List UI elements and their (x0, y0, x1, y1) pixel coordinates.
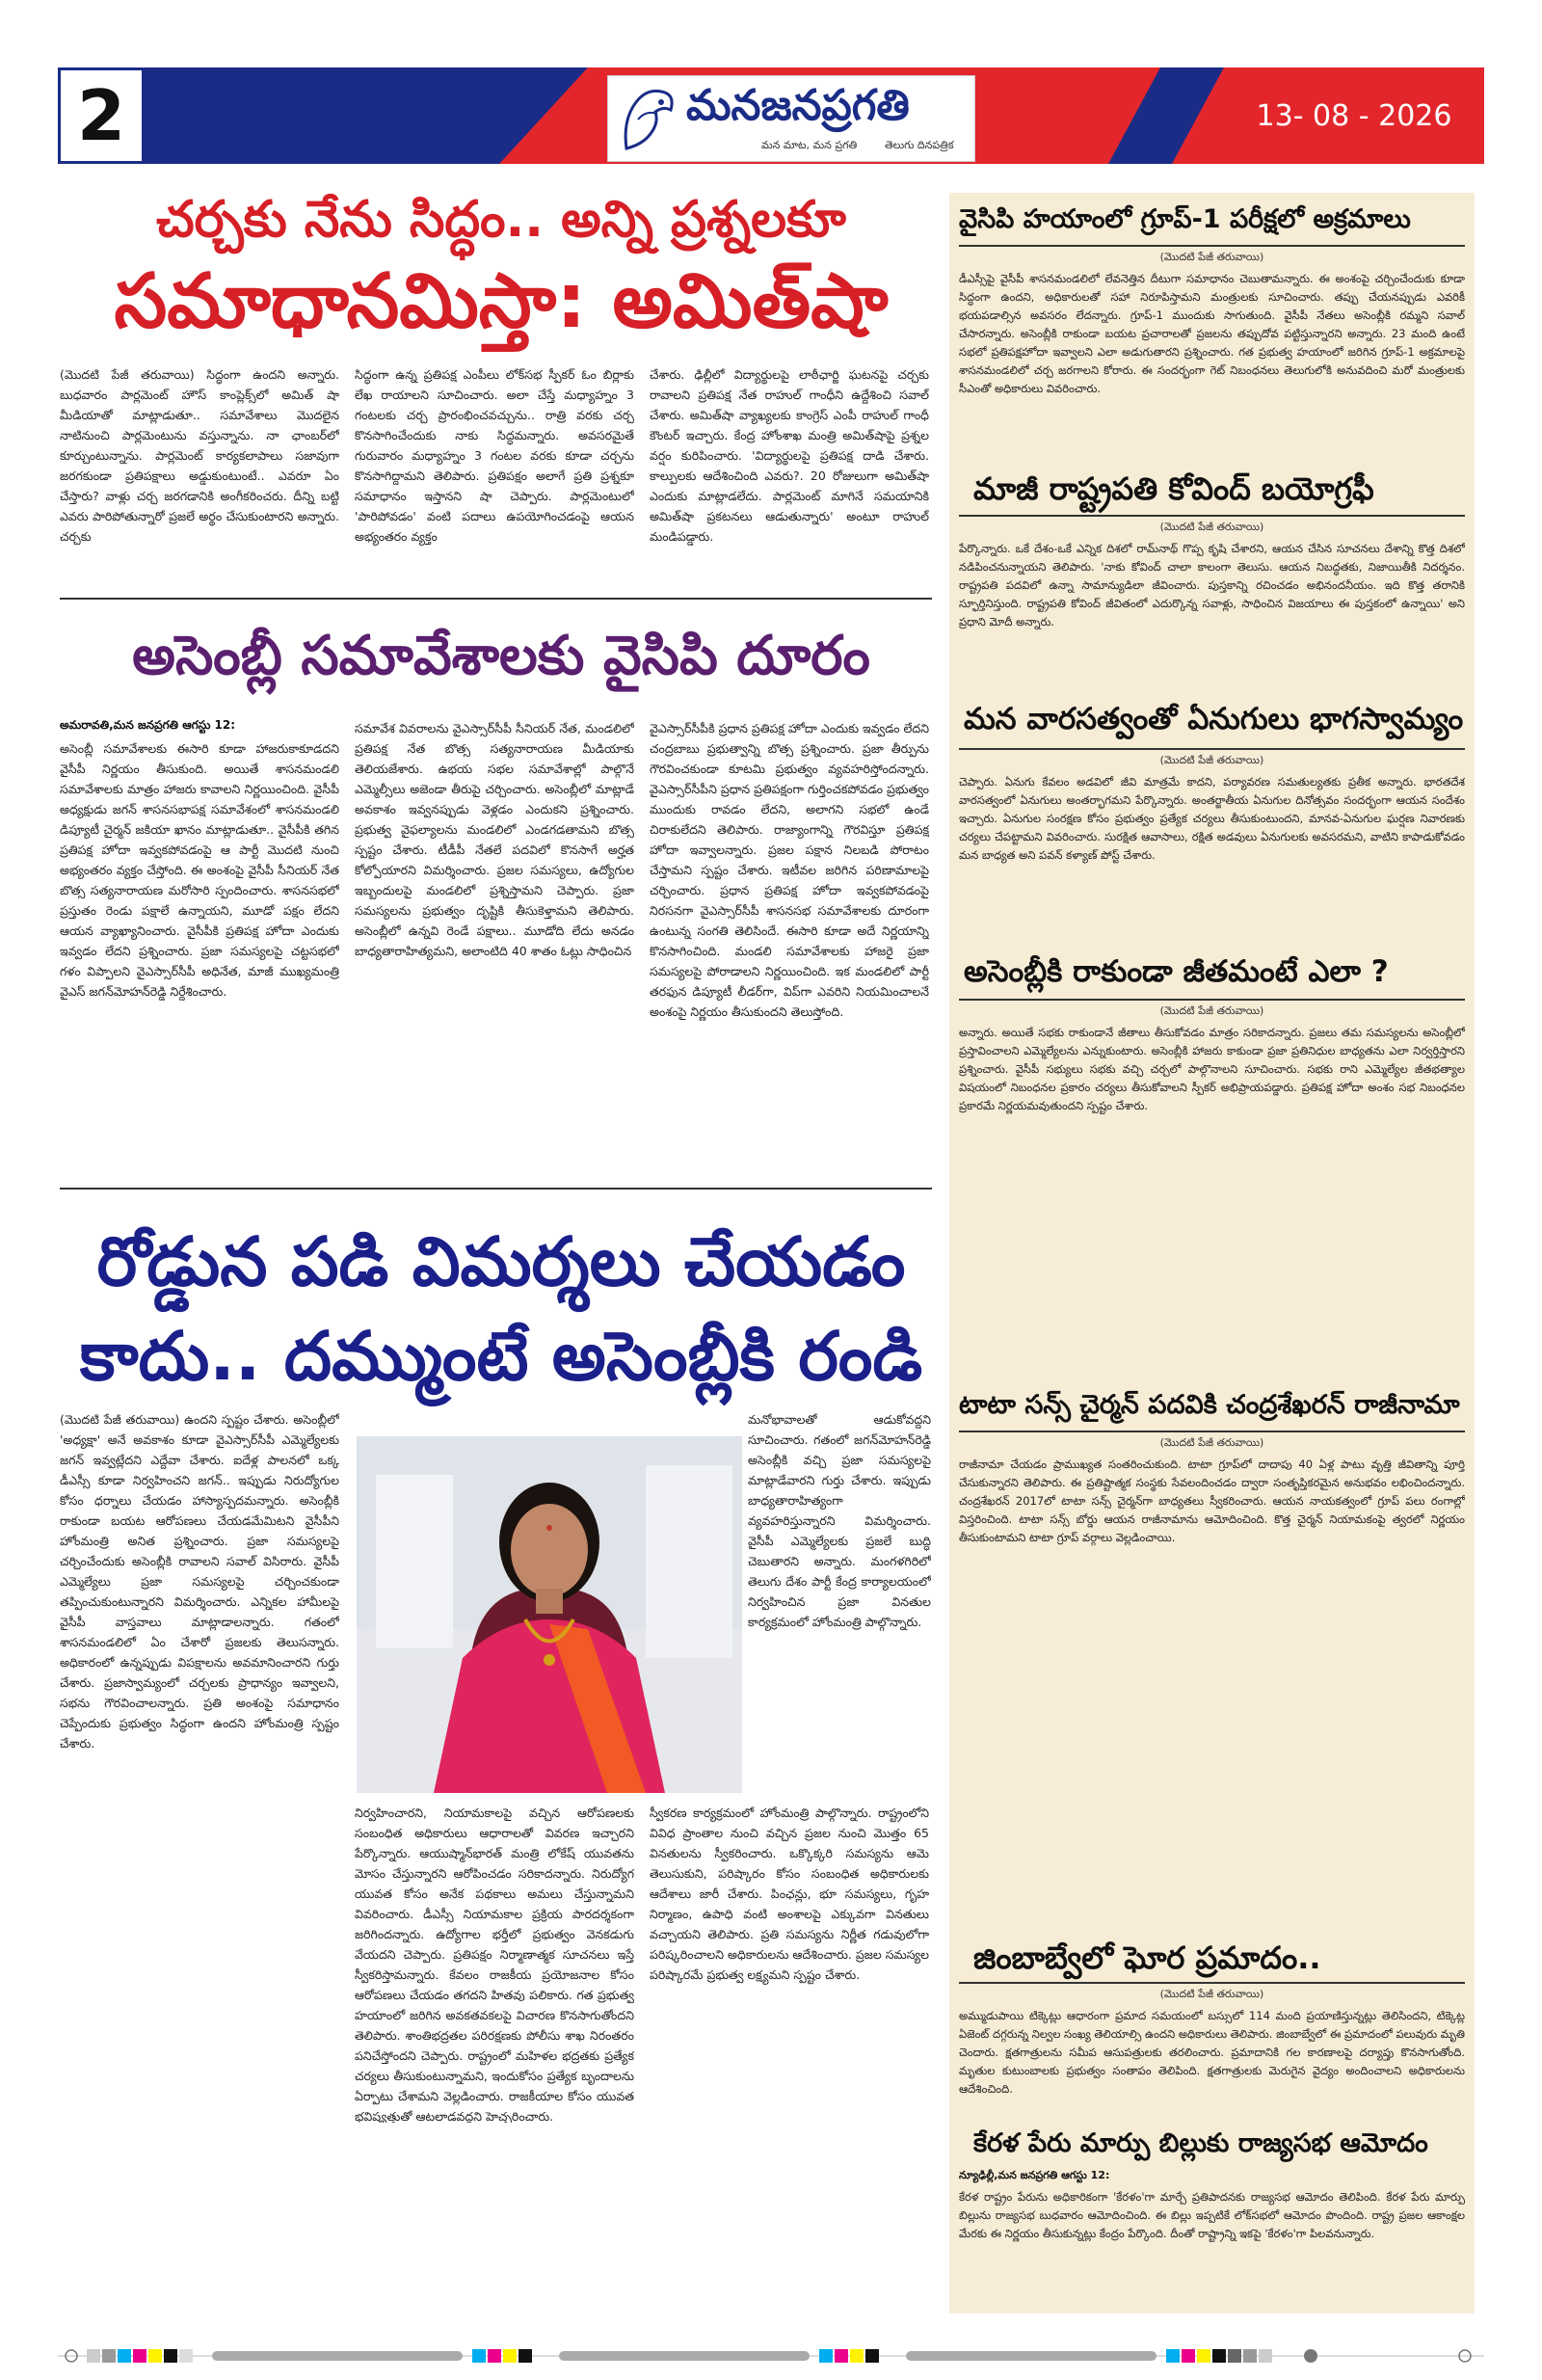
story2-column-1: అసెంబ్లీ సమావేశాలకు ఈసారి కూడా హాజరుకాకూడదని వైసీపీ నిర్ణయం తీసుకుంది. అయితే శాసనమండలి సమావేశాలకు మాత్రం హాజరు కావాలని నిర్ణయించింది. వైసీపీ అధ్యక్షుడు జగన్ శాసనసభాపక్ష సమావేశంలో శాసనమండలి డిప్యూటీ చైర్మన్ జకియా ఖానం మాట్లాడుతూ.. వైసీపీకి తగిన ప్రతిపక్ష హోదా ఇవ్వకపోవడంపై ఆ పార్టీ మొదటి నుంచి అభ్యంతరం వ్యక్తం చేస్తోంది. ఈ అంశంపై వైసీపీ సీనియర్ నేత బొత్స సత్యనారాయణ మరోసారి స్పందించారు. శాసనసభలో ప్రస్తుతం రెండు పక్షాలే ఉన్నాయని, మూడో పక్షం లేదని ఆయన వ్యాఖ్యానించారు. వైసీపీకి ప్రతిపక్ష హోదా ఎందుకు ఇవ్వడం లేదని ప్రశ్నించారు. ప్రజా సమస్యలపై చట్టసభలో గళం విప్పాలని వైఎస్సార్‌సీపీ అధినేత, మాజీ ముఖ్యమంత్రి వైఎస్ జగన్‌మోహన్‌రెడ్డి నిర్దేశించారు. (60, 741, 339, 999)
divider (959, 748, 1465, 750)
page-number: 2 (58, 67, 145, 164)
paper-tagline-right: తెలుగు దినపత్రిక (885, 139, 954, 151)
story3-column-3b: స్వీకరణ కార్యక్రమంలో హోంమంత్రి పాల్గొన్నారు. రాష్ట్రంలోని వివిధ ప్రాంతాల నుంచి వచ్చిన ప్రజల నుంచి మొత్తం 65 వినతులను స్వీకరించారు. ఒక్కొక్కరి సమస్యను ఆమె తెలుసుకుని, పరిష్కారం కోసం సంబంధిత అధికారులకు ఆదేశాలు జారీ చేశారు. పింఛన్లు, భూ సమస్యలు, గృహ నిర్మాణం, ఉపాధి వంటి అంశాలపై ఎక్కువగా వినతులు వచ్చాయని తెలిపారు. ప్రతి సమస్యను నిర్ణీత గడువులోగా పరిష్కరించాలని అధికారులను ఆదేశించారు. ప్రజల సమస్యల పరిష్కారమే ప్రభుత్వ లక్ష్యమని స్పష్టం చేశారు. (650, 1805, 929, 1982)
sidebar-story3-byline: (మొదటి పేజీ తరువాయి) (1159, 754, 1264, 766)
divider (959, 245, 1465, 247)
story3-column-1: (మొదటి పేజీ తరువాయి) ఉందని స్పష్టం చేశారు. అసెంబ్లీలో 'అధ్యక్షా' అనే అవకాశం కూడా వైఎస్సార్‌సీపీ ఎమ్మెల్యేలకు జగన్ ఇవ్వట్లేదని ఎద్దేవా చేశారు. ఐదేళ్ల పాలనలో ఒక్క డీఎస్సీ కూడా నిర్వహించని జగన్.. ఇప్పుడు నిరుద్యోగుల కోసం ధర్నాలు చేయడం హాస్యాస్పదమన్నారు. అసెంబ్లీకి రాకుండా బయట ఆరోపణలు చేయడమేమిటని వైసీపీని హోంమంత్రి అనిత ప్రశ్నించారు. ప్రజా సమస్యలపై చర్చించేందుకు అసెంబ్లీకి రావాలని సవాల్ విసిరారు. వైసీపీ ఎమ్మెల్యేలు ప్రజా సమస్యలపై చర్చించకుండా తప్పించుకుంటున్నారని విమర్శించారు. ఎన్నికల హామీలపై వైసీపీ వాస్తవాలు మాట్లాడాలన్నారు. గతంలో శాసనమండలిలో ఏం చేశారో ప్రజలకు తెలుసన్నారు. అధికారంలో ఉన్నప్పుడు విపక్షాలను అవమానించారని గుర్తు చేశారు. ప్రజాస్వామ్యంలో చర్చలకు ప్రాధాన్యం ఇవ్వాలని, సభను గౌరవించాలన్నారు. ప్రతి అంశంపై సమాధానం చెప్పేందుకు ప్రభుత్వం సిద్ధంగా ఉందని హోంమంత్రి స్పష్టం చేశారు. (60, 1412, 339, 1751)
sidebar-story6-body: అమ్ముడుపాయి టిక్కెట్లు ఆధారంగా ప్రమాద సమయంలో బస్సులో 114 మంది ప్రయాణిస్తున్నట్లు తెలిసిందని, టిక్కెట్ల ఏజెంట్ దగ్గరున్న నిల్వల సంఖ్య తెలియాల్సి ఉందని అధికారులు తెలిపారు. జింబాబ్వేలో ఈ ప్రమాదంలో పలువురు మృతి చెందారు. క్షతగాత్రులను సమీప ఆసుపత్రులకు తరలించారు. ప్రమాదానికి గల కారణాలపై దర్యాప్తు కొనసాగుతోంది. మృతుల కుటుంబాలకు ప్రభుత్వం సంతాపం తెలిపింది. క్షతగాత్రులకు మెరుగైన వైద్యం అందించాలని అధికారులను ఆదేశించింది. (959, 2009, 1465, 2096)
paper-tagline: మన మాట, మన ప్రగతి (761, 139, 858, 151)
story1-column-3: చేశారు. ఢిల్లీలో విద్యార్థులపై లాఠీఛార్జి ఘటనపై చర్చకు రావాలని ప్రతిపక్ష నేత రాహుల్ గాంధీని ఉద్దేశించి సవాల్ చేశారు. అమిత్‌షా వ్యాఖ్యలకు కాంగ్రెస్ ఎంపీ రాహుల్ గాంధీ కౌంటర్ ఇచ్చారు. కేంద్ర హోంశాఖ మంత్రి అమిత్‌షాపై ప్రశ్నల వర్షం కురిపించారు. 'విద్యార్థులపై ప్రతిపక్ష దాడి చేశారు. కాల్పులకు ఆదేశించింది ఎవరు?. 20 రోజులుగా అమిత్‌షా ఎందుకు మాట్లాడలేదు. పార్లమెంట్ మాగినే సమయానికి అమిత్‌షా ప్రకటనలు ఆడుతున్నారు' అంటూ రాహుల్ మండిపడ్డారు. (650, 367, 929, 544)
sidebar-story4-byline: (మొదటి పేజీ తరువాయి) (1159, 1004, 1264, 1017)
color-registration-bar (58, 2347, 1484, 2365)
divider (959, 1431, 1465, 1432)
story1-column-1: (మొదటి పేజీ తరువాయి) సిద్ధంగా ఉందని అన్నారు. బుధవారం పార్లమెంట్ హౌస్ కాంప్లెక్స్‌లో అమిత్ షా మీడియాతో మాట్లాడుతూ.. సమావేశాలు మొదలైన నాటినుంచి పార్లమెంటును వస్తున్నాను. నా ఛాంబర్‌లో కూర్చుంటున్నాను. పార్లమెంట్ కార్యకలాపాలు సజావుగా జరగకుండా ప్రతిపక్షాలు అడ్డుకుంటుంటే.. ఎవరూ ఏం చేస్తారు? వాళ్లు చర్చ జరగడానికి అంగీకరించరు. దీన్ని బట్టి ఎవరు పారిపోతున్నారో ప్రజలే అర్థం చేసుకుంటారని అన్నారు. చర్చకు (60, 367, 339, 544)
story1-column-2: సిద్ధంగా ఉన్న ప్రతిపక్ష ఎంపీలు లోక్‌సభ స్పీకర్ ఓం బిర్లాకు లేఖ రాయాలని సూచించారు. అలా చేస్తే మధ్యాహ్నం 3 గంటలకు చర్చ ప్రారంభించవచ్చును.. రాత్రి వరకు చర్చ కొనసాగించేందుకు నాకు సిద్ధమన్నారు. అవసరమైతే గురువారం మధ్యాహ్నం 3 గంటల వరకు కూడా చర్చను కొనసాగిద్దామని తెలిపారు. ప్రతిపక్షం అలాగే ప్రతి ప్రశ్నకూ సమాధానం ఇస్తానని షా చెప్పారు. పార్లమెంటులో 'పారిపోవడం' వంటి పదాలు ఉపయోగించడంపై ఆయన అభ్యంతరం వ్యక్తం (355, 367, 634, 544)
sidebar-story2-body: పేర్కొన్నారు. ఒకే దేశం-ఒకే ఎన్నిక దిశలో రామ్‌నాథ్ గొప్ప కృషి చేశారని, ఆయన చేసిన సూచనలు దేశాన్ని కొత్త దిశలో నడిపించనున్నాయని తెలిపారు. 'నాకు కోవింద్ చాలా కాలంగా తెలుసు. ఆయన నిబద్ధతకు, నిజాయితీకి నిదర్శనం. రాష్ట్రపతి పదవిలో ఉన్నా సామాన్యుడిలా జీవించారు. పుస్తకాన్ని రచించడం అభినందనీయం. ఇది కొత్త తరానికి స్ఫూర్తినిస్తుంది. రాష్ట్రపతి కోవింద్ జీవితంలో ఎదుర్కొన్న సవాళ్లు, సాధించిన విజయాలు ఈ పుస్తకంలో ఉన్నాయి' అని ప్రధాని మోదీ అన్నారు. (959, 542, 1465, 628)
divider (959, 1982, 1465, 1984)
divider (60, 598, 932, 600)
story1-headline-line1: చర్చకు నేను సిద్ధం.. అన్ని ప్రశ్నలకూ (156, 191, 846, 249)
sidebar-story6-headline: జింబాబ్వేలో ఘోర ప్రమాదం.. (973, 1939, 1321, 1976)
story3-headline-line1: రోడ్డున పడి విమర్శలు చేయడం (96, 1222, 906, 1301)
sidebar-story1-headline: వైసిపి హయాంలో గ్రూప్-1 పరీక్షలో అక్రమాలు (959, 204, 1411, 234)
sidebar-story4-body: అన్నారు. అయితే సభకు రాకుండానే జీతాలు తీసుకోవడం మాత్రం సరికాదన్నారు. ప్రజలు తమ సమస్యలను అసెంబ్లీలో ప్రస్తావించాలని ఎమ్మెల్యేలను ఎన్నుకుంటారు. అసెంబ్లీకి హాజరు కాకుండా ప్రజా ప్రతినిధుల బాధ్యతను ఎలా నిర్వర్తిస్తారని ప్రశ్నించారు. వైసీపీ సభ్యులు సభకు వచ్చి చర్చలో పాల్గొనాలని సూచించారు. సభకు రాని ఎమ్మెల్యేల జీతభత్యాల విషయంలో నిబంధనల ప్రకారం చర్యలు తీసుకోవాలని స్పీకర్ అభిప్రాయపడ్డారు. ప్రతిపక్ష హోదా అంశం సభ నిబంధనల ప్రకారమే నిర్ణయమవుతుందని స్పష్టం చేశారు. (959, 1026, 1465, 1112)
sidebar-story5-body: రాజీనామా చేయడం ప్రాముఖ్యత సంతరించుకుంది. టాటా గ్రూప్‌లో దాదాపు 40 ఏళ్ల పాటు వృత్తి జీవితాన్ని పూర్తి చేసుకున్నారని తెలిపారు. ఈ ప్రతిష్టాత్మక సంస్థకు సేవలందించడం ద్వారా సంతృప్తికరమైన అనుభవం లభించిందన్నారు. చంద్రశేఖరన్ 2017లో టాటా సన్స్ చైర్మన్‌గా బాధ్యతలు స్వీకరించారు. ఆయన నాయకత్వంలో గ్రూప్ పలు రంగాల్లో విస్తరించింది. టాటా సన్స్ బోర్డు ఆయన రాజీనామాను ఆమోదించింది. కొత్త చైర్మన్ నియామకంపై త్వరలో నిర్ణయం తీసుకుంటామని టాటా గ్రూప్ వర్గాలు వెల్లడించాయి. (959, 1457, 1465, 1544)
sidebar-story1-body: డీఎస్సీపై వైసీపీ శాసనమండలిలో లేవనెత్తిన దీటుగా సమాధానం చెబుతామన్నారు. ఈ అంశంపై చర్చించేందుకు కూడా సిద్ధంగా ఉందని, అధికారులతో సహా నిరూపిస్తామని మంత్రులకు సూచించారు. తప్పు చేయనప్పుడు ఎవరికీ భయపడాల్సిన అవసరం లేదన్నారు. గ్రూప్-1 ముందుకు సాగుతుంది. వైసీపీ నేతలు అసెంబ్లీకి రమ్మని సవాల్ చేసారన్నారు. అసెంబ్లీకి రాకుండా బయట ప్రచారాలతో ప్రజలను తప్పుదోవ పట్టిస్తున్నారని అన్నారు. 23 మంది ఉంటే సభలో ప్రతిపక్షహోదా ఇవ్వాలని ఎలా అడుగుతారని ప్రశ్నించారు. గత ప్రభుత్వ హయాంలో జరిగిన గ్రూప్-1 అక్రమాలపై శాసనమండలిలో చర్చ జరగాలని కోరారు. ఈ సందర్భంగా గెట్ నిబంధనలు తెలుగులోకి అనువదించి మరో మంత్రులకు సీఎంతో అధికారులు వివరించారు. (959, 272, 1465, 395)
story3-column-3a: మనోభావాలతో ఆడుకోవద్దని సూచించారు. గతంలో జగన్‌మోహన్‌రెడ్డి అసెంబ్లీకి వచ్చి ప్రజా సమస్యలపై మాట్లాడేవారని గుర్తు చేశారు. ఇప్పుడు బాధ్యతారాహిత్యంగా వ్యవహరిస్తున్నారని విమర్శించారు. వైసీపీ ఎమ్మెల్యేలకు ప్రజలే బుద్ధి చెబుతారని అన్నారు. మంగళగిరిలో తెలుగు దేశం పార్టీ కేంద్ర కార్యాలయంలో నిర్వహించిన ప్రజా వినతుల కార్యక్రమంలో హోంమంత్రి పాల్గొన్నారు. (748, 1412, 931, 1629)
divider (959, 999, 1465, 1001)
logo-emblem-icon (617, 81, 678, 154)
divider (60, 1188, 932, 1190)
sidebar-story7-dateline: న్యూఢిల్లీ,మన జనప్రగతి ఆగస్టు 12: (959, 2169, 1110, 2181)
sidebar-story7-body: కేరళ రాష్ట్రం పేరును అధికారికంగా 'కేరళం'గా మార్చే ప్రతిపాదనకు రాజ్యసభ ఆమోదం తెలిపింది. కేరళ పేరు మార్పు బిల్లును రాజ్యసభ బుధవారం ఆమోదించింది. ఈ బిల్లు ఇప్పటికే లోక్‌సభలో ఆమోదం పొందింది. రాష్ట్ర ప్రజల ఆకాంక్షల మేరకు ఈ నిర్ణయం తీసుకున్నట్లు కేంద్రం పేర్కొంది. దీంతో రాష్ట్రాన్ని ఇకపై 'కేరళం'గా పిలవనున్నారు. (959, 2190, 1465, 2240)
story2-dateline: అమరావతి,మన జనప్రగతి ఆగస్టు 12: (60, 718, 236, 732)
sidebar-story6-byline: (మొదటి పేజీ తరువాయి) (1159, 1988, 1264, 2000)
story1-headline-line2: సమాధానమిస్తా: అమిత్‌షా (114, 258, 889, 345)
story3-column-2: నిర్వహించారని, నియామకాలపై వచ్చిన ఆరోపణలకు సంబంధిత అధికారులు ఆధారాలతో వివరణ ఇచ్చారని పేర్కొన్నారు. ఆయుష్మాన్‌భారత్‌ మంత్రి లోకేష్ యువతను మోసం చేస్తున్నారని ఆరోపించడం సరికాదన్నారు. నిరుద్యోగ యువత కోసం అనేక పథకాలు అమలు చేస్తున్నామని వివరించారు. డీఎస్సీ నియామకాల ప్రక్రియ పారదర్శకంగా జరిగిందన్నారు. ఉద్యోగాల భర్తీలో ప్రభుత్వం వెనకడుగు వేయదని చెప్పారు. ప్రతిపక్షం నిర్మాణాత్మక సూచనలు ఇస్తే స్వీకరిస్తామన్నారు. కేవలం రాజకీయ ప్రయోజనాల కోసం ఆరోపణలు చేయడం తగదని హితవు పలికారు. గత ప్రభుత్వ హయాంలో జరిగిన అవకతవకలపై విచారణ కొనసాగుతోందని తెలిపారు. శాంతిభద్రతల పరిరక్షణకు పోలీసు శాఖ నిరంతరం పనిచేస్తోందని చెప్పారు. రాష్ట్రంలో మహిళల భద్రతకు ప్రత్యేక చర్యలు తీసుకుంటున్నామని, ఇందుకోసం ప్రత్యేక బృందాలను ఏర్పాటు చేశామని వెల్లడించారు. రాజకీయాల కోసం యువత భవిష్యత్తుతో ఆటలాడవద్దని హెచ్చరించారు. (355, 1805, 634, 2123)
divider (959, 515, 1465, 517)
story2-column-3: వైఎస్సార్‌సీపీకి ప్రధాన ప్రతిపక్ష హోదా ఎందుకు ఇవ్వడం లేదని చంద్రబాబు ప్రభుత్వాన్ని బొత్స ప్రశ్నించారు. ప్రజా తీర్పును గౌరవించకుండా కూటమి ప్రభుత్వం వ్యవహరిస్తోందన్నారు. వైఎస్సార్‌సీపీని ప్రధాన ప్రతిపక్షంగా గుర్తించకపోవడం ప్రభుత్వం ముందుకు రావడం లేదని, అలాగని సభలో ఉండే చిరాకులేదని తెలిపారు. రాజ్యాంగాన్ని గౌరవిస్తూ ప్రతిపక్ష హోదా ఇవ్వాలన్నారు. ప్రజల పక్షాన నిలబడి పోరాటం చేస్తామని స్పష్టం చేశారు. ఇటీవల జరిగిన పరిణామాలపై చర్చించారు. ప్రధాన ప్రతిపక్ష హోదా ఇవ్వకపోవడంపై నిరసనగా వైఎస్సార్‌సీపీ శాసనసభ సమావేశాలకు దూరంగా ఉంటున్న సంగతి తెలిసిందే. ఈసారి కూడా అదే నిర్ణయాన్ని కొనసాగించింది. మండలి సమావేశాలకు హాజరై ప్రజా సమస్యలపై పోరాడాలని నిర్ణయించింది. ఇక మండలిలో పార్టీ తరఫున డిప్యూటీ లీడర్‌గా, విప్‌గా ఎవరిని నియమించాలనే అంశంపై నిర్ణయం తీసుకుందని తెలుస్తోంది. (650, 721, 929, 1019)
sidebar-story4-headline: అసెంబ్లీకి రాకుండా జీతమంటే ఎలా ? (964, 954, 1389, 989)
sidebar-story5-byline: (మొదటి పేజీ తరువాయి) (1159, 1436, 1264, 1449)
story2-column-2: సమావేశ వివరాలను వైఎస్సార్‌సీపీ సీనియర్ నేత, మండలిలో ప్రతిపక్ష నేత బొత్స సత్యనారాయణ మీడియాకు తెలియజేశారు. ఉభయ సభల సమావేశాల్లో పాల్గొనే ఎమ్మెల్సీలు అజెండా తీరుపై చర్చించారు. అసెంబ్లీలో మాట్లాడే అవకాశం ఇవ్వనప్పుడు వెళ్లడం ఎందుకని ప్రశ్నించారు. ప్రభుత్వ వైఫల్యాలను మండలిలో ఎండగడతామని బొత్స స్పష్టం చేశారు. టీడీపీ నేతలే పదవిలో కొనసాగే అర్హత కోల్పోయారని విమర్శించారు. ప్రజల సమస్యలు, ఉద్యోగుల ఇబ్బందులపై మండలిలో ప్రశ్నిస్తామని చెప్పారు. ప్రజా సమస్యలను ప్రభుత్వం దృష్టికి తీసుకెళ్తామని తెలిపారు. అసెంబ్లీలో ఉన్నవి రెండే పక్షాలు.. మూడోది లేదు అనడం బాధ్యతారాహిత్యమని, అలాంటిది 40 శాతం ఓట్లు సాధించిన (355, 721, 634, 958)
issue-date: 13- 08 - 2026 (1224, 67, 1484, 164)
sidebar-story2-byline: (మొదటి పేజీ తరువాయి) (1159, 521, 1264, 533)
sidebar-story3-headline: మన వారసత్వంతో ఏనుగులు భాగస్వామ్యం (964, 702, 1464, 736)
sidebar-story3-body: చెప్పారు. ఏనుగు కేవలం అడవిలో జీవి మాత్రమే కాదని, పర్యావరణ సమతుల్యతకు ప్రతీక అన్నారు. భారతదేశ వారసత్వంలో ఏనుగులు అంతర్భాగమని పేర్కొన్నారు. అంతర్జాతీయ ఏనుగుల దినోత్సవం సందర్భంగా ఆయన సందేశం ఇచ్చారు. ఏనుగుల సంరక్షణ కోసం ప్రభుత్వం ప్రత్యేక చర్యలు తీసుకుంటుందని, మానవ-ఏనుగుల ఘర్షణ నివారణకు చర్యలు చేపట్టామని వివరించారు. సురక్షిత ఆవాసాలు, రక్షిత అడవులు ఏనుగులకు అవసరమని, వాటిని కాపాడుకోవడం మన బాధ్యత అని పవన్ కళ్యాణ్ పోస్ట్ చేశారు. (959, 775, 1465, 862)
sidebar-story1-byline: (మొదటి పేజీ తరువాయి) (1159, 251, 1264, 263)
story2-headline: అసెంబ్లీ సమావేశాలకు వైసిపి దూరం (132, 625, 870, 687)
story3-headline-line2: కాదు.. దమ్ముంటే అసెంబ్లీకి రండి (79, 1317, 923, 1396)
paper-name: మనజనప్రగతి (686, 81, 910, 130)
sidebar-story7-headline: కేరళ పేరు మార్పు బిల్లుకు రాజ్యసభ ఆమోదం (973, 2128, 1428, 2158)
story3-photo (357, 1436, 742, 1793)
sidebar-story2-headline: మాజీ రాష్ట్రపతి కోవింద్ బయోగ్రఫీ (973, 470, 1374, 507)
sidebar-story5-headline: టాటా సన్స్ చైర్మన్ పదవికి చంద్రశేఖరన్ రాజీనామా (959, 1390, 1460, 1420)
